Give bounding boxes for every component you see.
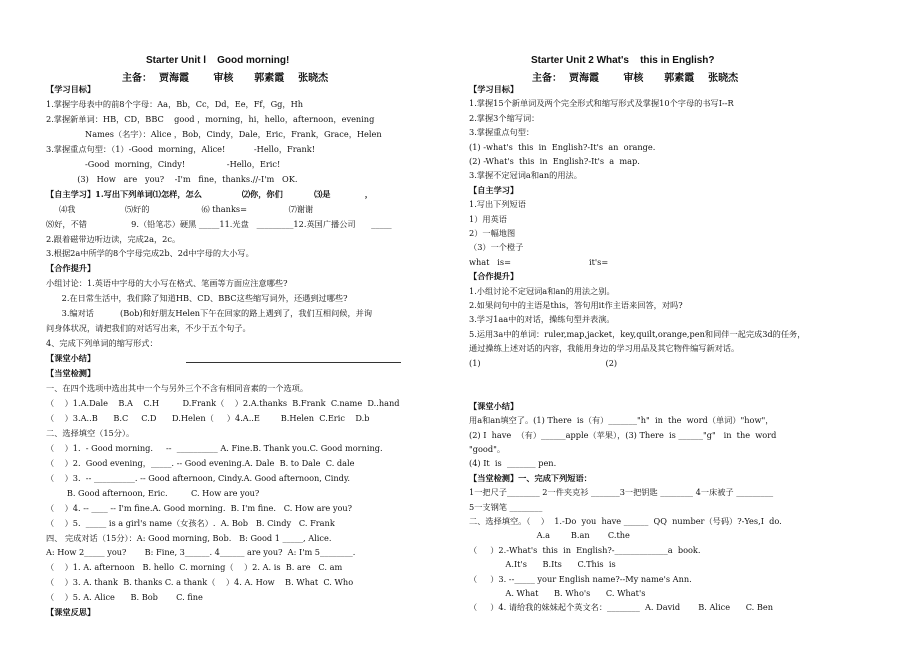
right-line: 3.学习1aa中的对话，操练句型并表演。 [469,314,615,325]
right-line: 1）用英语 [469,213,507,224]
right-line: (2) I have （有）______apple（苹果），(3) There is ______"g" in the word [469,429,777,440]
right-line: 5.运用3a中的单词：ruler,map,jacket，key,quilt,orange,pen和同伴一起完成3d的任务， [469,328,806,339]
right-line: 二、选择填空。（ ） 1.-Do you have ______ QQ number（号码）?-Yes,I do. [469,516,782,526]
right-line: 1.写出下列短语 [469,199,526,210]
right-line: （3）一个橙子 [469,242,524,253]
left-line: （ ）5. A. Alice B. Bob C. fine [46,592,203,603]
left-line: 【合作提升】 [46,263,96,274]
right-line: 2.如果问句中的主语是this，答句用it作主语来回答，对吗? [469,300,683,310]
left-line: 4、完成下列单词的缩写形式： [46,338,158,349]
left-line: 3.掌握重点句型：（1）-Good morning，Alice! -Hello，Frank! [46,143,316,154]
left-line: 1.掌握字母表中的前8个字母：Aa，Bb，Cc，Dd，Ee，Ff，Gg，Hh [46,98,304,109]
left-summary-line [186,362,401,363]
left-line: 【自主学习】1.写出下列单词⑴怎样，怎么 ⑵你，你们 ⑶是 ， [46,188,373,199]
right-unit-title: Starter Unit 2 What's this in English? [531,55,715,66]
left-line: 3.根据2a中所学的8个字母完成2b、2d中字母的大小写。 [46,248,254,259]
left-line: （ ）1. A. afternoon B. hello C. morning（ ）2. A. is B. are C. am [46,562,343,573]
right-line: 2.掌握3个缩写词： [469,112,540,123]
right-line: （ ）4. 请给我的妹妹起个英文名：________ A. David B. Alice C. Ben [469,602,774,613]
right-line: 5一支钢笔 ________ [469,501,543,512]
right-authors: 主备： 贾海霞 审核 郭素霞 张晓杰 [532,73,739,84]
left-line: 小组讨论：1.英语中字母的大小写在格式、笔画等方面应注意哪些? [46,278,288,289]
right-line: A.It's B.Its C.This is [469,559,616,570]
right-line: (4) It is _______ pen. [469,458,557,469]
right-line: 1.掌握15个新单词及两个完全形式和缩写形式及掌握10个字母的书写I--R [469,98,734,109]
left-line: （ ）1. - Good morning. -- __________ A. Fine.B. Thank you.C. Good morning. [46,442,383,453]
left-authors: 主备： 贾海霞 审核 郭素霞 张晓杰 [122,73,329,84]
left-line: 【学习目标】 [46,84,96,94]
right-line: (1) -what's this in English?-It's an orange. [469,141,656,152]
left-line: B. Good afternoon, Eric. C. How are you? [46,487,260,498]
right-line: "good"。 [469,444,506,454]
right-line: 【学习目标】 [469,84,519,94]
left-line: ⑷我 ⑸好的 ⑹ thanks= ⑺谢谢 [46,203,314,214]
left-line: -Good morning，Cindy! -Hello，Eric! [46,158,281,169]
left-line: 3.编对话 (Bob)和好朋友Helen下午在回家的路上遇到了，我们互相问候，并询 [46,308,373,319]
right-line: 用a和an填空了。(1) There is（有）_______"h" in the word（单词）"how"， [469,415,774,426]
left-line: 【当堂检测】 [46,368,96,379]
left-line: （ ）5. _____ is a girl's name（女孩名）. A. Bob B. Cindy C. Frank [46,517,335,528]
right-line: 【课堂小结】 [469,400,519,411]
left-line: 2.在日常生活中，我们除了知道HB、CD、BBC这些缩写词外，还遇到过哪些? [46,293,348,304]
left-line: （ ）1.A.Dale B.A C.H D.Frank（ ）2.A.thanks B.Frank C.name D..hand [46,397,400,408]
left-line: 四、 完成对话（15分）：A: Good morning, Bob. B: Good 1 _____, Alice. [46,532,332,543]
left-line: （ ）2. Good evening，_____. -- Good evening.A. Dale B. to Dale C. dale [46,457,355,468]
left-line: 一、在四个选项中选出其中一个与另外三个不含有相同音素的一个选项。 [46,383,309,393]
left-line: 2.跟着磁带边听边读，完成2a，2c。 [46,233,181,244]
right-line: 【自主学习】 [469,184,519,195]
right-line: 2）一幅地图 [469,228,516,238]
left-line: （ ）3.A..B B.C C.D D.Helen（ ）4.A..E B.Helen C.Eric D.b [46,412,370,423]
left-line: ⑻好，不错 9.（铅笔芯）硬黑 _____11.光盘 _________12.英国广播公司 _____ [46,218,392,229]
right-line: 通过操练上述对话的内容，我能用身边的学习用品及其它物件编写新对话。 [469,343,740,354]
right-line: （ ）3. --_____ your English name?--My name's Ann. [469,573,692,584]
right-line: (2) -What's this in English?-It's a map. [469,156,640,166]
right-line: 1.小组讨论不定冠词a和an的用法之别。 [469,285,615,296]
left-line: （ ）3. A. thank B. thanks C. a thank（ ）4. A. How B. What C. Who [46,577,354,588]
right-line: 3.掌握不定冠词a和an的用法。 [469,170,582,181]
left-line: 【课堂小结】 [46,353,96,364]
left-line: 【课堂反思】 [46,607,96,618]
left-line: 2.掌握新单词：HB，CD，BBC good ，morning，hi，hello，afternoon，evening [46,113,375,124]
right-line: （ ）2.-What's this in English?-_____________a book. [469,544,701,555]
left-line: (3) How are you? -I'm fine，thanks.//-I'm OK. [46,173,298,184]
left-line: 二、选择填空（15分）。 [46,427,135,438]
left-line: A: How 2_____ you? B: Fine, 3______. 4______ are you? A: I'm 5________. [46,547,356,558]
left-unit-title: Starter Unit l Good morning! [146,55,290,66]
left-line: （ ）3. -- __________. -- Good afternoon, Cindy.A. Good afternoon, Cindy. [46,472,351,483]
left-line: （ ）4. -- ____ -- I'm fine.A. Good morning. B. I'm fine. C. How are you? [46,502,353,513]
right-line: (1) (2) [469,357,618,368]
right-line: 【合作提升】 [469,271,519,282]
right-line: 1一把尺子________ 2一件夹克衫 _______3一把钥匙 ________ 4一床被子 _________ [469,487,774,498]
right-line: 【当堂检测】一、完成下列短语： [469,472,592,483]
right-line: A.a B.an C.the [469,530,630,541]
left-line: Names（名字）：Alice ，Bob，Cindy，Dale，Eric，Frank，Grace，Helen [46,128,382,139]
right-line: 3.掌握重点句型： [469,127,535,138]
right-line: what is= it's= [469,256,609,267]
left-line: 问身体状况，请把我们的对话写出来，不少于五个句子。 [46,323,251,334]
right-line: A. What B. Who's C. What's [469,588,646,598]
